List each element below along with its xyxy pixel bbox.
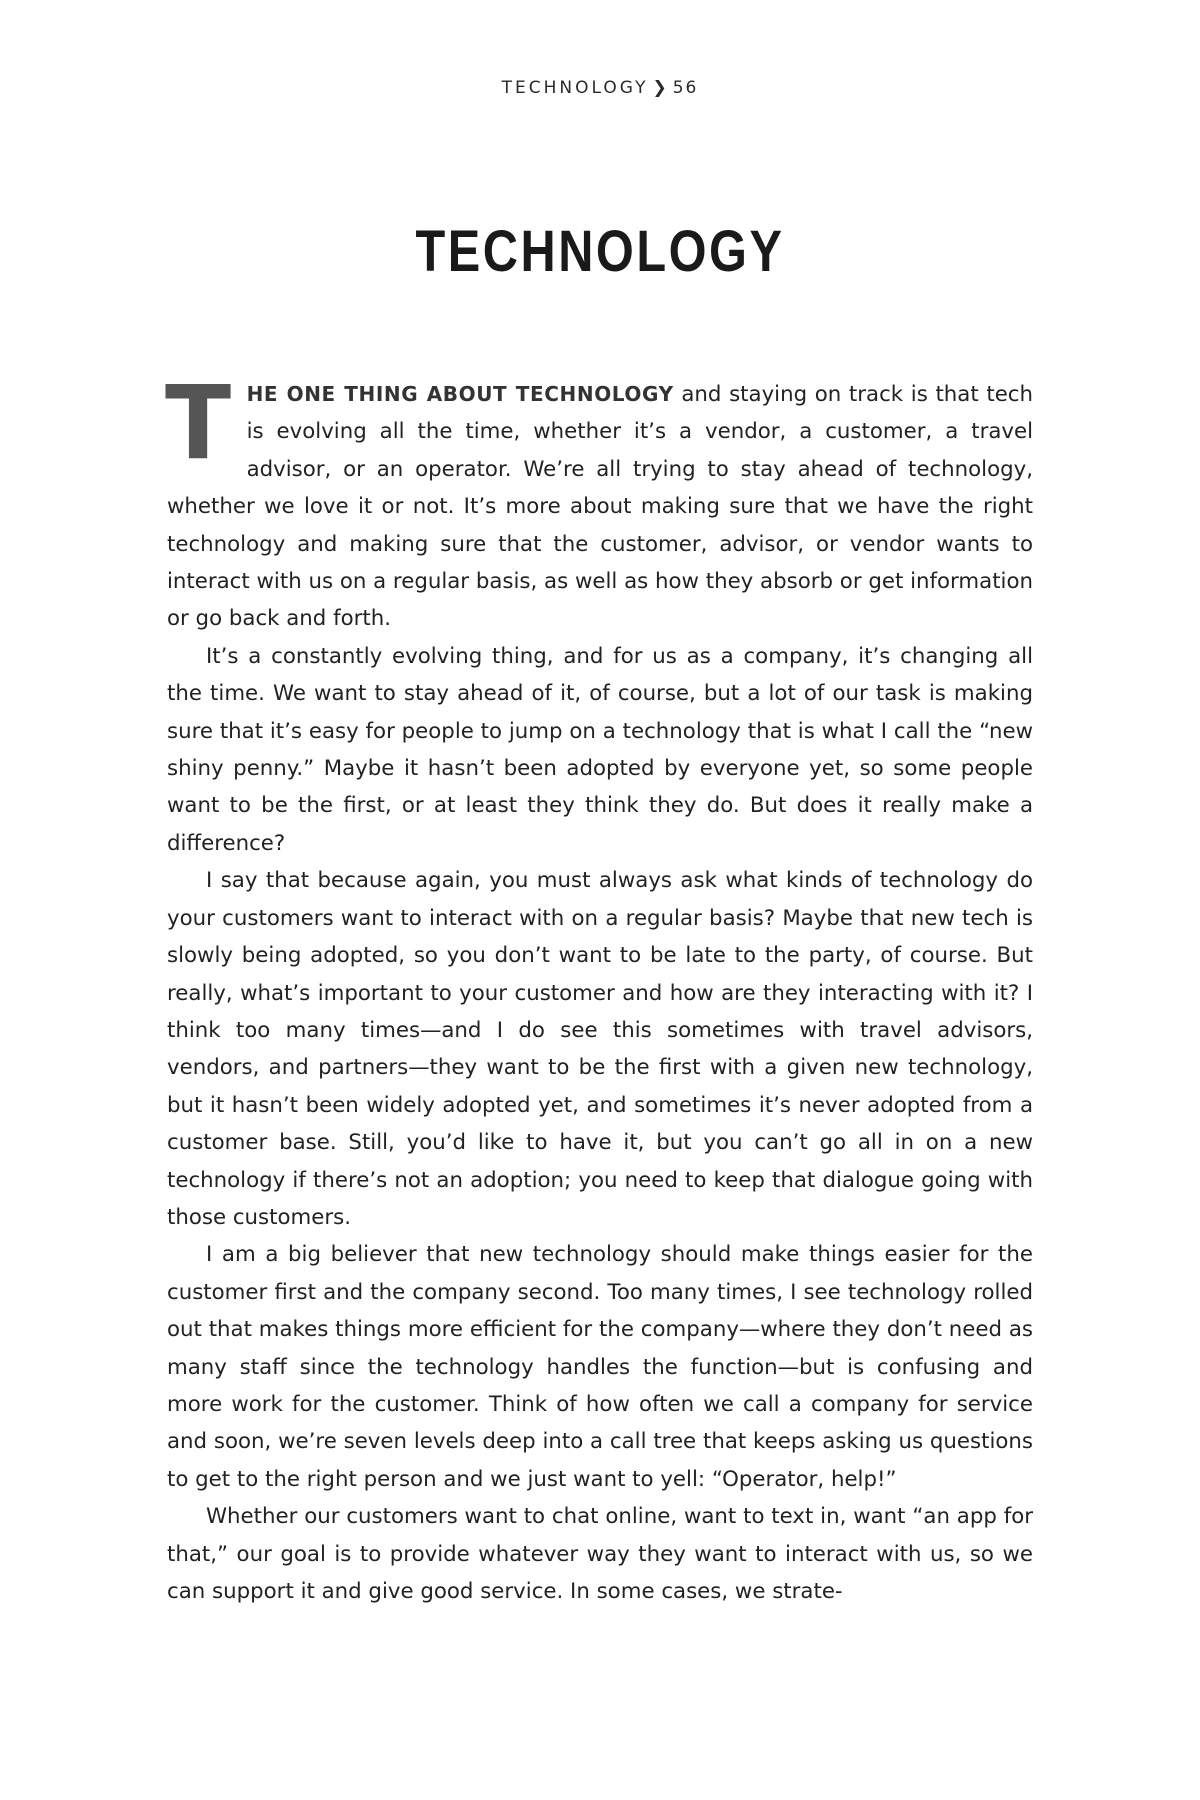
- paragraph-1: [165, 364, 1034, 638]
- chevron-right-icon: ❯: [652, 78, 667, 98]
- running-head-section: TECHNOLOGY: [501, 78, 649, 98]
- body-text: [165, 364, 1034, 1610]
- paragraph-5: Whether our customers want to chat online, want to text in, want “an app for that,” our goal is to provide whatever way they want to interact with us, so we can support it and give good service. In some cases, we strate-: [167, 1504, 1033, 1604]
- paragraph-4: I am a big believer that new technology should make things easier for the customer first and the company second. Too many times, I see technology rolled out that makes things more efficient for the company—where they don’t need as many staff since the technology handles the function—but is confusing and more work for the customer. Think of how often we call a company for service and soon, we’re seven levels deep into a call tree that keeps asking us questions to get to the right person and we just want to yell: “Operator, help!”: [167, 1242, 1033, 1492]
- running-head: [0, 78, 1200, 98]
- paragraph-2: It’s a constantly evolving thing, and for us as a company, it’s changing all the time. We want to stay ahead of it, of course, but a lot of our task is making sure that it’s easy for people to jump on a technology that is what I call the “new shiny penny.” Maybe it hasn’t been adopted by everyone yet, so some people want to be the first, or at least they think they do. But does it really make a difference?: [167, 643, 1033, 856]
- drop-cap: T: [165, 364, 232, 483]
- lead-in-caps: HE ONE THING ABOUT TECHNOLOGY: [246, 382, 674, 406]
- chapter-title: TECHNOLOGY: [415, 219, 785, 284]
- paragraph-1-text: and staying on track is that tech is evolving all the time, whether it’s a vendor, a customer, a travel advisor, or an operator. We’re all trying to stay ahead of technology, whether we love it or not. It’s more about making sure that we have the right technology and making sure that the customer, advisor, or vendor wants to interact with us on a regular basis, as well as how they absorb or get information or go back and forth.: [167, 382, 1034, 632]
- page-number: 56: [672, 78, 699, 98]
- paragraph-3: I say that because again, you must always ask what kinds of technology do your customers want to interact with on a regular basis? Maybe that new tech is slowly being adopted, so you don’t want to be late to the party, of course. But really, what’s important to your customer and how are they interacting with it? I think too many times—and I do see this sometimes with travel advisors, vendors, and partners—they want to be the first with a given new technology, but it hasn’t been widely adopted yet, and sometimes it’s never adopted from a customer base. Still, you’d like to have it, but you can’t go all in on a new technology if there’s not an adoption; you need to keep that dialogue going with those customers.: [167, 868, 1033, 1230]
